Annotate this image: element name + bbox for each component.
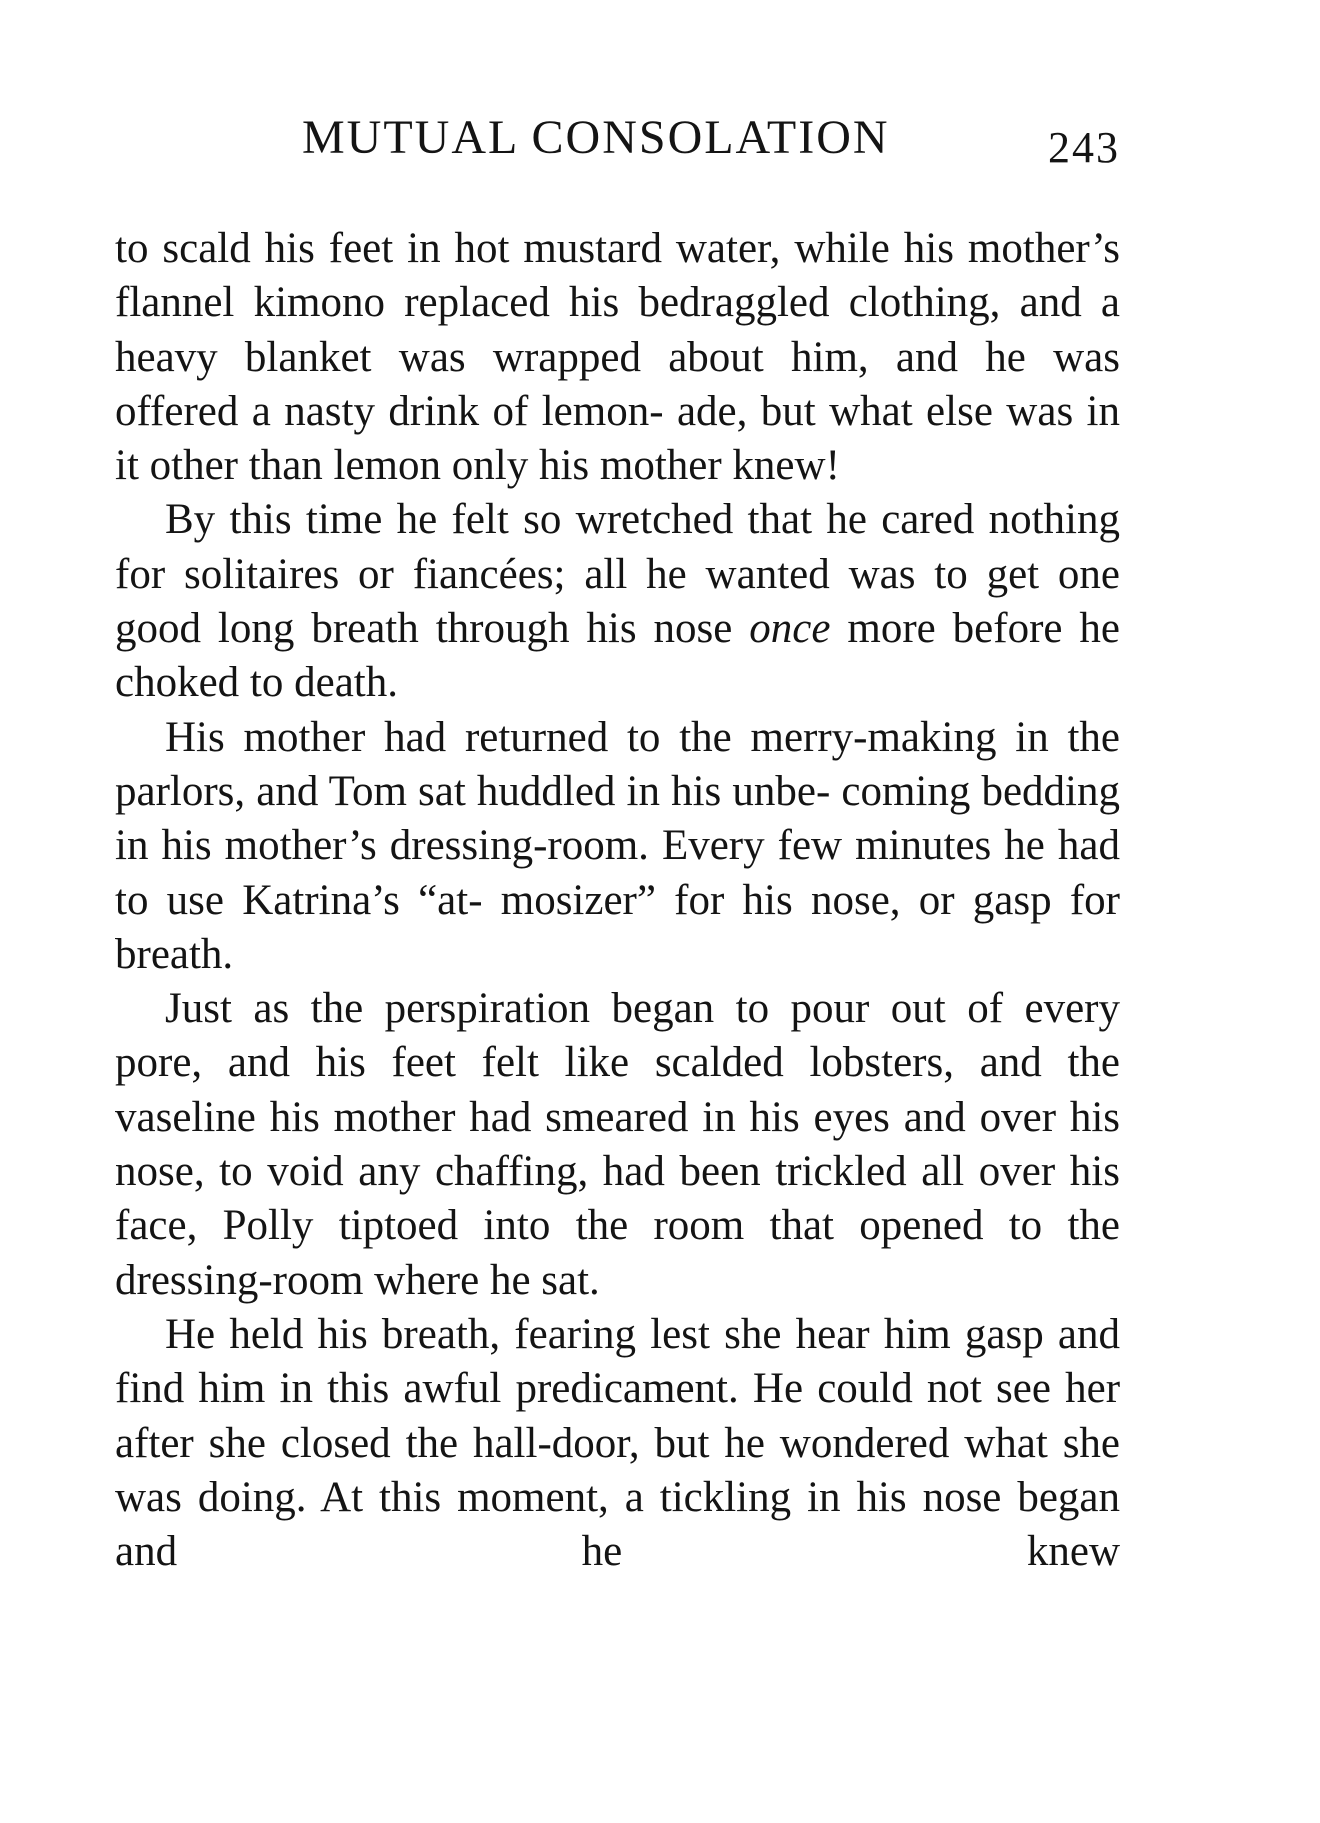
text-line: mother’s flannel kimono replaced his bedraggled <box>115 225 1120 327</box>
text-line: coming bedding in his mother’s dressing-room. <box>115 767 1120 870</box>
text-line: more before he choked to death. <box>115 605 1121 707</box>
text-line: his mother knew! <box>538 442 840 490</box>
text-line: His mother had returned to the merry-making <box>165 713 997 761</box>
text-line: eyes and over his nose, to void any chaffing, had <box>115 1093 1120 1196</box>
text-line: He held his breath, fearing lest she hear him <box>165 1310 951 1358</box>
text-line: and the vaseline his mother had smeared in his <box>115 1039 1121 1141</box>
running-title: MUTUAL CONSOLATION <box>302 111 890 164</box>
text-line: he sat. <box>489 1256 600 1304</box>
text-line: was to get one good long breath through his nose <box>115 550 1121 653</box>
page-header <box>115 110 1120 180</box>
text-line: moment, a tickling in his nose began and he knew <box>115 1473 1121 1576</box>
body-text <box>115 222 1120 1579</box>
text-line: him, and he was offered a nasty drink of lemon- <box>115 333 1120 435</box>
italic-word: once <box>749 605 831 653</box>
text-line: By this time he felt so wretched that he cared <box>165 496 975 544</box>
text-line: nothing for solitaires or fiancées; all he wanted <box>115 496 1121 598</box>
text-line: clothing, and a heavy blanket was wrapped about <box>115 279 1121 381</box>
text-line: but he wondered what she was doing. At this <box>115 1419 1121 1521</box>
text-line: the room that opened to the dressing-room where <box>115 1202 1121 1304</box>
paragraph-1 <box>115 222 1120 493</box>
text-line: could not see her after she closed the hall-door, <box>115 1365 1121 1467</box>
text-line: every pore, and his feet felt like scalded lobsters, <box>115 985 1121 1087</box>
paragraph-4 <box>115 982 1120 1308</box>
text-line: mosizer” for his nose, or gasp for breath. <box>115 876 1120 978</box>
text-line: been trickled all over his face, Polly tiptoed into <box>115 1148 1120 1250</box>
paragraph-5 <box>115 1308 1120 1579</box>
paragraph-2 <box>115 493 1120 710</box>
paragraph-3 <box>115 711 1120 982</box>
text-line: to scald his feet in hot mustard water, while his <box>115 225 954 272</box>
text-line: in the parlors, and Tom sat huddled in his unbe- <box>115 713 1121 815</box>
text-line: ade, but what else was in it other than lemon only <box>115 387 1121 490</box>
text-line: Every few minutes he had to use Katrina’s “at- <box>115 822 1120 924</box>
text-line: gasp and find him in this awful predicament. He <box>115 1310 1120 1413</box>
text-line: Just as the perspiration began to pour out of <box>165 985 1004 1033</box>
page-number: 243 <box>1048 123 1120 172</box>
